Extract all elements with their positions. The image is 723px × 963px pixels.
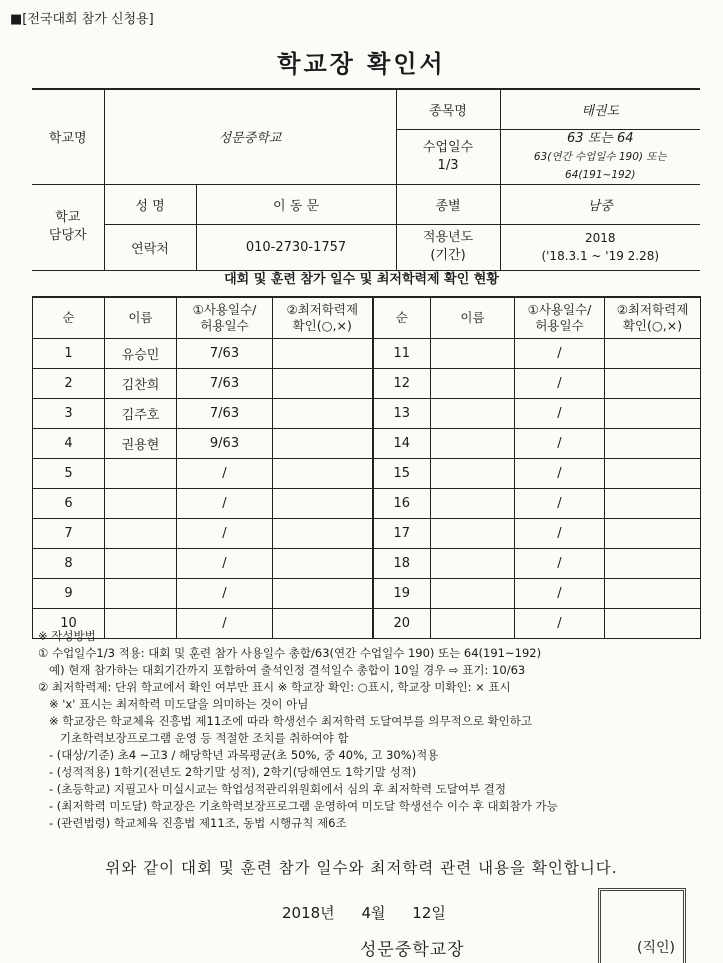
cell-min xyxy=(273,369,373,399)
cell-used: / xyxy=(515,549,605,579)
table-row xyxy=(33,549,701,579)
cell-no: 10 xyxy=(33,609,105,639)
cell-min xyxy=(605,489,701,519)
cell-used: / xyxy=(515,579,605,609)
cell-min xyxy=(605,399,701,429)
note-line: - (최저학력 미도달) 학교장은 기초학력보장프로그램 운영하여 미도달 학생선수 이수 후 대회참가 가능 xyxy=(38,799,558,813)
cell-used: / xyxy=(177,609,273,639)
cell-used: 9/63 xyxy=(177,429,273,459)
header-used-line2: 허용일수 xyxy=(200,318,249,333)
cell-used: / xyxy=(515,429,605,459)
cell-no: 6 xyxy=(33,489,105,519)
cell-min xyxy=(605,339,701,369)
cell-used: / xyxy=(515,339,605,369)
header-used-days xyxy=(177,297,273,339)
cell-used: / xyxy=(515,609,605,639)
cell-min xyxy=(605,369,701,399)
cell-name xyxy=(431,519,515,549)
year-value xyxy=(500,224,700,270)
table-row xyxy=(33,339,701,369)
cell-name xyxy=(431,489,515,519)
header-used-line1-2: ①사용일수/ xyxy=(527,302,592,317)
cell-no: 16 xyxy=(373,489,431,519)
note-line: ※ 작성방법 xyxy=(38,629,96,643)
header-name: 이름 xyxy=(105,297,177,339)
cell-min xyxy=(273,429,373,459)
table-header-row xyxy=(33,297,701,339)
date-month: 4월 xyxy=(361,904,386,922)
class-days-value xyxy=(500,129,700,184)
date-year: 2018년 xyxy=(282,904,335,922)
cell-min xyxy=(273,489,373,519)
cell-min xyxy=(273,339,373,369)
cell-name: 김주호 xyxy=(105,399,177,429)
cell-used: / xyxy=(515,399,605,429)
page-title: 학교장 확인서 xyxy=(277,50,446,78)
header-used-days-2 xyxy=(515,297,605,339)
cell-name xyxy=(431,429,515,459)
cell-min xyxy=(605,459,701,489)
year-value-line1: 2018 xyxy=(584,231,616,245)
confirmation-statement: 위와 같이 대회 및 훈련 참가 일수와 최저학력 관련 내용을 확인합니다. xyxy=(105,859,618,877)
table-row xyxy=(33,429,701,459)
cell-used: / xyxy=(177,549,273,579)
note-line: ※ 'x' 표시는 최저학력 미도달을 의미하는 것이 아님 xyxy=(38,697,309,711)
manager-name-label: 성 명 xyxy=(104,184,196,224)
cell-name xyxy=(431,399,515,429)
header-min-line1: ②최저학력제 xyxy=(286,302,359,317)
official-seal-stamp xyxy=(598,888,686,963)
cell-used: / xyxy=(515,369,605,399)
class-days-label-line2: 1/3 xyxy=(437,157,459,173)
year-label-line1: 적용년도 xyxy=(422,230,474,245)
cell-used: / xyxy=(177,459,273,489)
note-line: - (관련법령) 학교체육 진흥법 제11조, 동법 시행규칙 제6조 xyxy=(38,816,347,830)
table-row xyxy=(33,519,701,549)
info-table xyxy=(32,88,700,271)
cell-no: 17 xyxy=(373,519,431,549)
class-days-value-line2: 63(연간 수업일수 190) 또는 64(191~192) xyxy=(533,150,667,181)
participation-table xyxy=(32,296,701,639)
cell-name xyxy=(431,459,515,489)
header-min-academic-2 xyxy=(605,297,701,339)
class-days-label-line1: 수업일수 xyxy=(422,139,474,155)
cell-name: 유승민 xyxy=(105,339,177,369)
note-line: - (초등학교) 지필고사 미실시교는 학업성적관리위원회에서 심의 후 최저학력 도달여부 결정 xyxy=(38,782,507,796)
cell-name xyxy=(431,369,515,399)
event-label: 종목명 xyxy=(396,89,500,129)
cell-used: / xyxy=(177,579,273,609)
school-name-label: 학교명 xyxy=(32,89,104,184)
cell-no: 11 xyxy=(373,339,431,369)
header-name-2: 이름 xyxy=(431,297,515,339)
cell-no: 13 xyxy=(373,399,431,429)
cell-used: / xyxy=(177,519,273,549)
cell-name: 권용현 xyxy=(105,429,177,459)
gender-label: 종별 xyxy=(396,184,500,224)
cell-no: 1 xyxy=(33,339,105,369)
class-days-value-line1: 63 또는 64 xyxy=(567,130,634,146)
event-value: 태권도 xyxy=(500,89,700,129)
cell-no: 8 xyxy=(33,549,105,579)
note-line: 예) 현재 참가하는 대회기간까지 포함하여 출석인정 결석일수 총합이 10일 경우 ⇨ 표기: 10/63 xyxy=(38,663,526,677)
section-subtitle: 대회 및 훈련 참가 일수 및 최저학력제 확인 현황 xyxy=(224,272,499,287)
cell-min xyxy=(605,579,701,609)
cell-used: 7/63 xyxy=(177,339,273,369)
cell-min xyxy=(273,579,373,609)
note-line: ② 최저학력제: 단위 학교에서 확인 여부만 표시 ※ 학교장 확인: ○표시, 학교장 미확인: × 표시 xyxy=(38,680,511,694)
cell-name xyxy=(105,579,177,609)
table-row xyxy=(33,579,701,609)
cell-name xyxy=(105,519,177,549)
contact-value: 010-2730-1757 xyxy=(196,224,396,270)
seal-label: (직인) xyxy=(637,940,675,956)
cell-used: 7/63 xyxy=(177,399,273,429)
manager-name-value: 이 동 문 xyxy=(196,184,396,224)
cell-no: 14 xyxy=(373,429,431,459)
cell-no: 15 xyxy=(373,459,431,489)
form-tag: ■[전국대회 참가 신청용] xyxy=(10,12,154,27)
table-row xyxy=(33,399,701,429)
cell-no: 19 xyxy=(373,579,431,609)
header-used-line1: ①사용일수/ xyxy=(192,302,257,317)
school-name-value: 성문중학교 xyxy=(104,89,396,184)
header-min-line2-2: 확인(○,×) xyxy=(622,318,683,333)
header-min-academic xyxy=(273,297,373,339)
cell-used: 7/63 xyxy=(177,369,273,399)
cell-name xyxy=(431,549,515,579)
cell-used: / xyxy=(515,519,605,549)
cell-used: / xyxy=(515,489,605,519)
writing-instructions xyxy=(38,628,708,832)
header-min-line2: 확인(○,×) xyxy=(292,318,352,333)
cell-no: 9 xyxy=(33,579,105,609)
cell-name xyxy=(105,459,177,489)
manager-label xyxy=(32,184,104,270)
contact-label: 연락처 xyxy=(104,224,196,270)
note-line: 기초학력보장프로그램 운영 등 적절한 조치를 취하여야 함 xyxy=(38,731,349,745)
cell-no: 4 xyxy=(33,429,105,459)
table-row xyxy=(33,369,701,399)
cell-min xyxy=(605,429,701,459)
cell-no: 3 xyxy=(33,399,105,429)
year-label-line2: (기간) xyxy=(430,248,466,263)
header-no-2: 순 xyxy=(373,297,431,339)
cell-min xyxy=(605,549,701,579)
cell-min xyxy=(273,459,373,489)
cell-used: / xyxy=(177,489,273,519)
table-row xyxy=(33,459,701,489)
cell-no: 20 xyxy=(373,609,431,639)
class-days-label xyxy=(396,129,500,184)
date-day: 12일 xyxy=(412,904,446,922)
note-line: - (대상/기준) 초4 ~고3 / 해당학년 과목평균(초 50%, 중 40%, 고 30%)적용 xyxy=(38,748,439,762)
cell-min xyxy=(605,519,701,549)
note-line: - (성적적용) 1학기(전년도 2학기말 성적), 2학기(당해연도 1학기말 성적) xyxy=(38,765,417,779)
manager-label-line1: 학교 xyxy=(55,210,81,225)
school-head-signature: 성문중학교장 xyxy=(360,940,465,960)
cell-name xyxy=(431,339,515,369)
manager-label-line2: 담당자 xyxy=(48,228,87,243)
gender-value: 남중 xyxy=(500,184,700,224)
cell-name xyxy=(105,549,177,579)
header-no: 순 xyxy=(33,297,105,339)
cell-no: 5 xyxy=(33,459,105,489)
issue-date xyxy=(282,902,468,923)
cell-min xyxy=(273,549,373,579)
cell-min xyxy=(273,519,373,549)
cell-used: / xyxy=(515,459,605,489)
note-line: ※ 학교장은 학교체육 진흥법 제11조에 따라 학생선수 최저학력 도달여부를 의무적으로 확인하고 xyxy=(38,714,532,728)
cell-name: 김찬희 xyxy=(105,369,177,399)
year-value-line2: ('18.3.1 ~ '19 2.28) xyxy=(541,249,660,263)
cell-no: 12 xyxy=(373,369,431,399)
table-row xyxy=(33,489,701,519)
header-min-line1-2: ②최저학력제 xyxy=(616,302,689,317)
cell-name xyxy=(105,489,177,519)
cell-no: 7 xyxy=(33,519,105,549)
year-label xyxy=(396,224,500,270)
cell-min xyxy=(273,399,373,429)
cell-no: 2 xyxy=(33,369,105,399)
cell-name xyxy=(431,579,515,609)
cell-no: 18 xyxy=(373,549,431,579)
header-used-line2-2: 허용일수 xyxy=(535,318,584,333)
note-line: ① 수업일수1/3 적용: 대회 및 훈련 참가 사용일수 총합/63(연간 수업일수 190) 또는 64(191~192) xyxy=(38,646,542,660)
